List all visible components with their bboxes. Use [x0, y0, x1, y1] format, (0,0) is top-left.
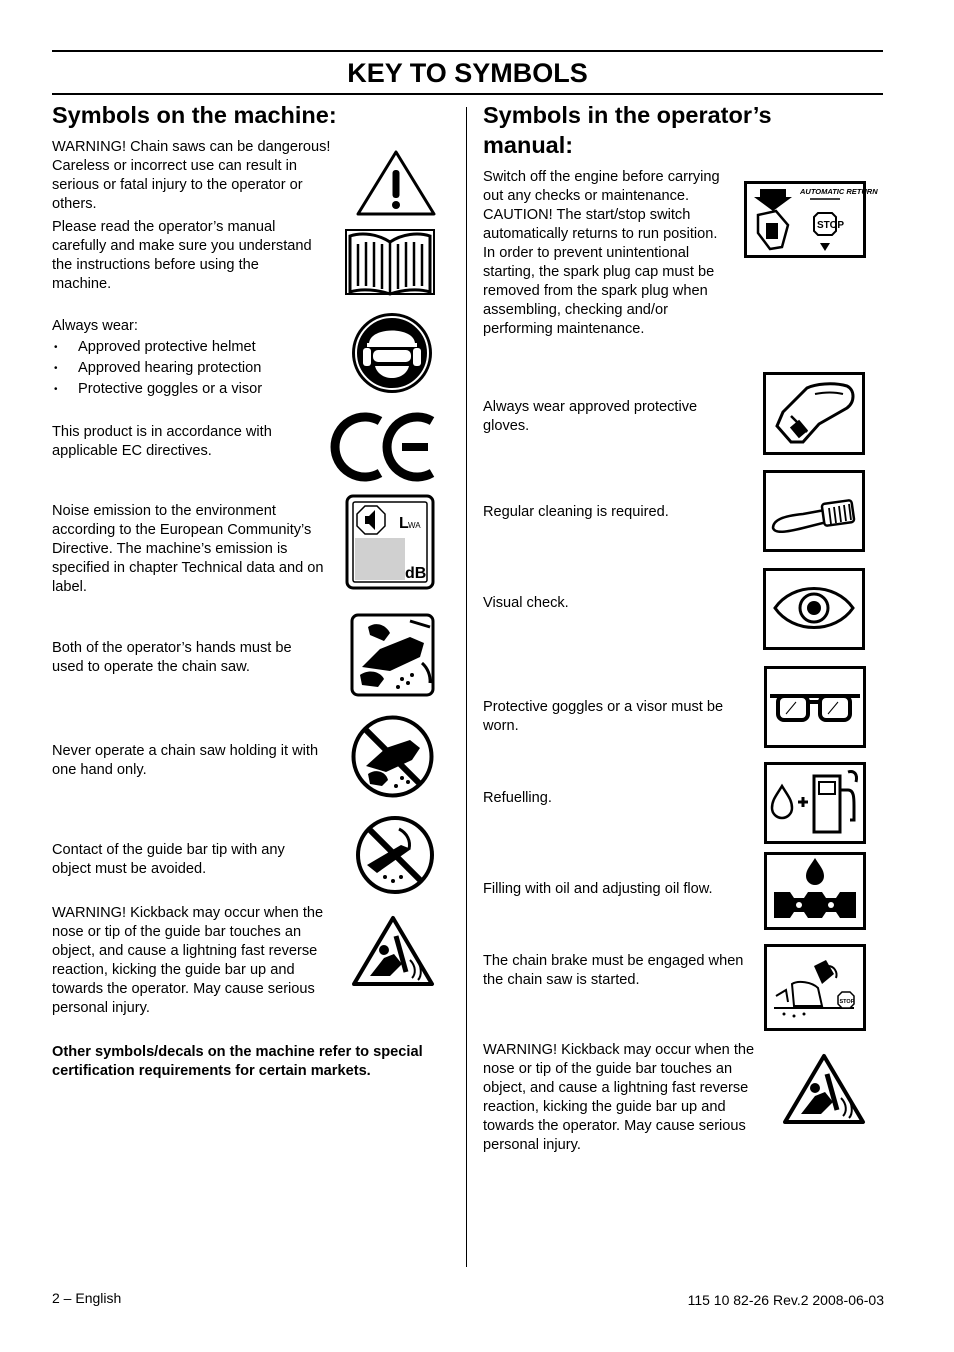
gloves-icon [763, 372, 865, 455]
ce-mark-icon [336, 413, 438, 481]
left-heading: Symbols on the machine: [52, 102, 337, 128]
eye-icon [763, 568, 865, 650]
refuel-text: Refuelling. [483, 790, 552, 806]
column-divider [466, 107, 467, 1267]
list-item: • Approved protective helmet [52, 337, 332, 358]
top-rule [52, 50, 883, 52]
wear-list [52, 337, 332, 400]
list-item: • Approved hearing protection [52, 358, 332, 379]
stop-label: STOP [817, 220, 845, 231]
manual-book-icon [344, 228, 436, 296]
kickback-warning-icon [781, 1052, 867, 1126]
always-wear-label: Always wear: [52, 318, 138, 334]
automatic-return-icon [744, 181, 878, 258]
list-item: • Protective goggles or a visor [52, 379, 332, 400]
page-title: KEY TO SYMBOLS [347, 58, 588, 88]
no-tip-contact-icon [355, 815, 435, 895]
cleaning-text: Regular cleaning is required. [483, 504, 669, 520]
noise-label-l: L [399, 515, 409, 532]
chain-brake-icon [764, 944, 866, 1031]
two-hands-chainsaw-icon [350, 613, 435, 697]
warning-triangle-icon [354, 148, 438, 218]
gloves-text: Always wear approved protective gloves. [483, 399, 698, 434]
visual-check-text: Visual check. [483, 595, 569, 611]
cleaning-brush-icon [763, 470, 865, 552]
chain-brake-stop-label: STOP [839, 999, 855, 1005]
tip-contact-text: Contact of the guide bar tip with any object must be avoided. [52, 842, 285, 877]
kickback-text-left: WARNING! Kickback may occur when the nose or tip of the guide bar touches an object, and cause a lightning fast reverse reaction, kicking the guide bar up and towards the operator. May cause serious personal injury. [52, 905, 324, 1016]
kickback-text-right: WARNING! Kickback may occur when the nose or tip of the guide bar touches an object, and cause a lightning fast reverse reaction, kicking the guide bar up and towards the operator. May cause serious personal injury. [483, 1042, 755, 1153]
chain-brake-text: The chain brake must be engaged when the chain saw is started. [483, 953, 744, 988]
automatic-return-label: AUTOMATIC RETURN [800, 187, 878, 196]
other-symbols-note: Other symbols/decals on the machine refer to special certification requirements for certain markets. [52, 1044, 423, 1079]
title-underline [52, 93, 883, 95]
warning-text: WARNING! Chain saws can be dangerous! Careless or incorrect use can result in serious or fatal injury to the operator or others. [52, 139, 331, 212]
noise-text: Noise emission to the environment according to the European Community’s Directive. The machine’s emission is specified in chapter Technical data and on label. [52, 503, 324, 595]
noise-label-icon [345, 494, 435, 590]
goggles-text: Protective goggles or a visor must be worn. [483, 699, 724, 734]
oil-chain-icon [764, 852, 866, 930]
switch-off-text: Switch off the engine before carrying out any checks or maintenance. CAUTION! The start/stop switch automatically returns to run position. In order to prevent unintentional starting, the spark plug cap must be removed from the spark plug when assembling, checking and/or performing maintenance. [483, 169, 720, 337]
goggles-icon [764, 666, 866, 748]
both-hands-text: Both of the operator’s hands must be used to operate the chain saw. [52, 640, 292, 675]
one-hand-text: Never operate a chain saw holding it with one hand only. [52, 743, 319, 778]
read-manual-text: Please read the operator’s manual carefully and make sure you understand the instructions before using the machine. [52, 219, 312, 292]
ec-text: This product is in accordance with applicable EC directives. [52, 424, 272, 459]
refuelling-icon [764, 762, 866, 844]
page-number: 2 – English [52, 1290, 122, 1306]
noise-label-wa: WA [408, 521, 421, 530]
noise-label-db: dB [405, 565, 427, 582]
kickback-warning-icon [350, 914, 436, 988]
right-heading: Symbols in the operator’s manual: [483, 102, 772, 158]
no-one-hand-icon [350, 714, 435, 799]
helmet-hearing-goggles-icon [349, 310, 435, 396]
oil-text: Filling with oil and adjusting oil flow. [483, 881, 713, 897]
document-number: 115 10 82-26 Rev.2 2008-06-03 [687, 1292, 884, 1308]
